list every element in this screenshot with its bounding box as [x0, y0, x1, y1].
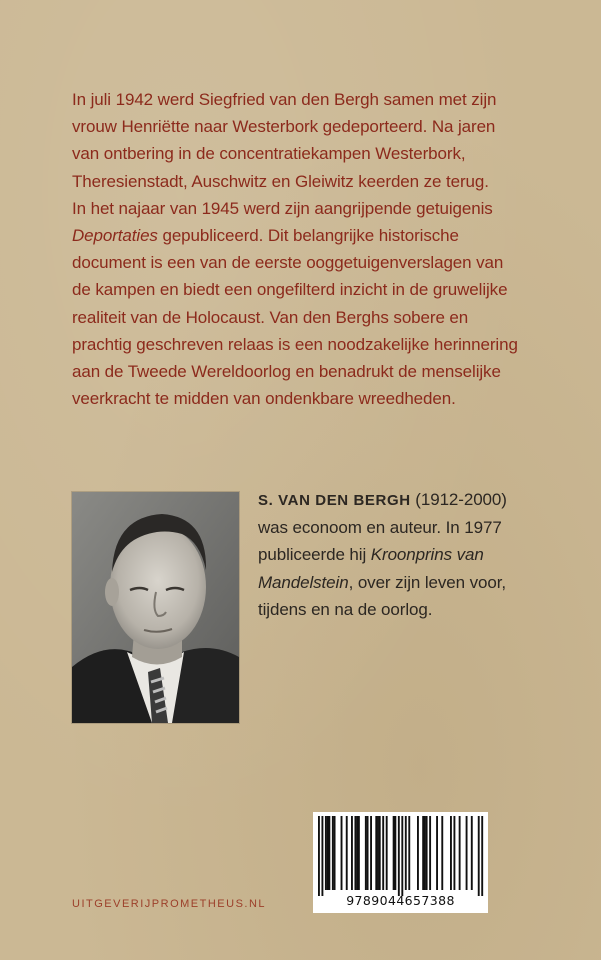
blurb-line: de kampen en biedt een ongefilterd inzicht in de gruwelijke — [72, 280, 508, 300]
blurb-line-rest: gepubliceerd. Dit belangrijke historische — [157, 226, 459, 246]
barcode-bar — [328, 816, 330, 890]
bio-line — [258, 569, 548, 596]
barcode-bar — [386, 816, 388, 890]
barcode-bar — [426, 816, 428, 890]
book-title-italic: Deportaties — [72, 226, 158, 246]
bio-line — [258, 541, 548, 568]
blurb-line: van ontbering in de concentratiekampen Westerbork, — [72, 144, 466, 164]
barcode-bar — [367, 816, 369, 890]
bio-line-name — [258, 486, 548, 514]
barcode-bar — [341, 816, 343, 890]
other-book-title-cont: Mandelstein — [258, 572, 349, 592]
blurb-line: document is een van de eerste ooggetuigenverslagen van — [72, 253, 504, 273]
blurb-line-title — [72, 222, 552, 249]
barcode-bar — [377, 816, 379, 890]
bio-line: was econoom en auteur. In 1977 — [258, 518, 502, 538]
barcode-bar — [424, 816, 426, 890]
barcode-bar — [478, 816, 480, 896]
publisher-website: UITGEVERIJPROMETHEUS.NL — [72, 898, 267, 910]
barcode-bar — [370, 816, 372, 890]
other-book-title: Kroonprins van — [370, 545, 484, 565]
barcode-bar — [382, 816, 384, 890]
barcode-bar — [346, 816, 348, 890]
blurb-line: Theresienstadt, Auschwitz en Gleiwitz keerden ze terug. — [72, 171, 489, 191]
barcode-bar — [401, 816, 403, 896]
author-name: S. VAN DEN BERGH — [258, 492, 411, 509]
barcode-bar — [327, 816, 329, 890]
barcode-bar — [405, 816, 407, 890]
isbn-digits: 9789044657388 — [346, 893, 455, 908]
barcode-bar — [318, 816, 320, 896]
barcode-bar — [334, 816, 336, 890]
barcode-bar — [356, 816, 358, 890]
barcode-bar — [453, 816, 455, 890]
barcode-bar — [466, 816, 468, 890]
barcode-bar — [417, 816, 419, 890]
bio-line-text: , over zijn leven voor, — [348, 572, 506, 592]
blurb-line: In juli 1942 werd Siegfried van den Bergh samen met zijn — [72, 90, 497, 109]
barcode-bar — [450, 816, 452, 890]
blurb-line: aan de Tweede Wereldoorlog en benadrukt de menselijke — [72, 362, 501, 382]
barcode-bar — [332, 816, 334, 890]
barcode-bar — [393, 816, 395, 890]
author-years: (1912-2000) — [410, 490, 507, 509]
blurb-line: In het najaar van 1945 werd zijn aangrijpende getuigenis — [72, 198, 493, 218]
barcode-bar — [379, 816, 381, 890]
barcode-bar — [394, 816, 396, 890]
blurb-line: veerkracht te midden van ondenkbare wreedheden. — [72, 389, 456, 409]
barcode-bar — [365, 816, 367, 890]
barcode-bar — [354, 816, 356, 890]
barcode-bar — [436, 816, 438, 890]
blurb-line: prachtig geschreven relaas is een noodzakelijke herinnering — [72, 334, 518, 354]
book-blurb — [72, 86, 552, 412]
barcode-bar — [358, 816, 360, 890]
barcode-bar — [408, 816, 410, 890]
barcode-bar — [351, 816, 353, 890]
barcode-bar — [429, 816, 431, 890]
barcode-bar — [471, 816, 473, 890]
blurb-line: vrouw Henriëtte naar Westerbork gedeporteerd. Na jaren — [72, 117, 496, 137]
author-portrait-photo — [72, 492, 239, 723]
isbn-barcode — [313, 812, 488, 913]
barcode-bar — [481, 816, 483, 896]
barcode-bar — [441, 816, 443, 890]
barcode-bar — [375, 816, 377, 890]
author-bio — [258, 486, 548, 623]
barcode-bar — [422, 816, 424, 890]
barcode-bar — [459, 816, 461, 890]
barcode-bar — [325, 816, 327, 890]
barcode-bar — [398, 816, 400, 896]
blurb-line: realiteit van de Holocaust. Van den Berghs sobere en — [72, 307, 469, 327]
bio-line-text: publiceerde hij — [258, 545, 371, 565]
portrait-illustration — [72, 492, 239, 723]
bio-line: tijdens en na de oorlog. — [258, 599, 433, 619]
barcode-bar — [321, 816, 323, 896]
